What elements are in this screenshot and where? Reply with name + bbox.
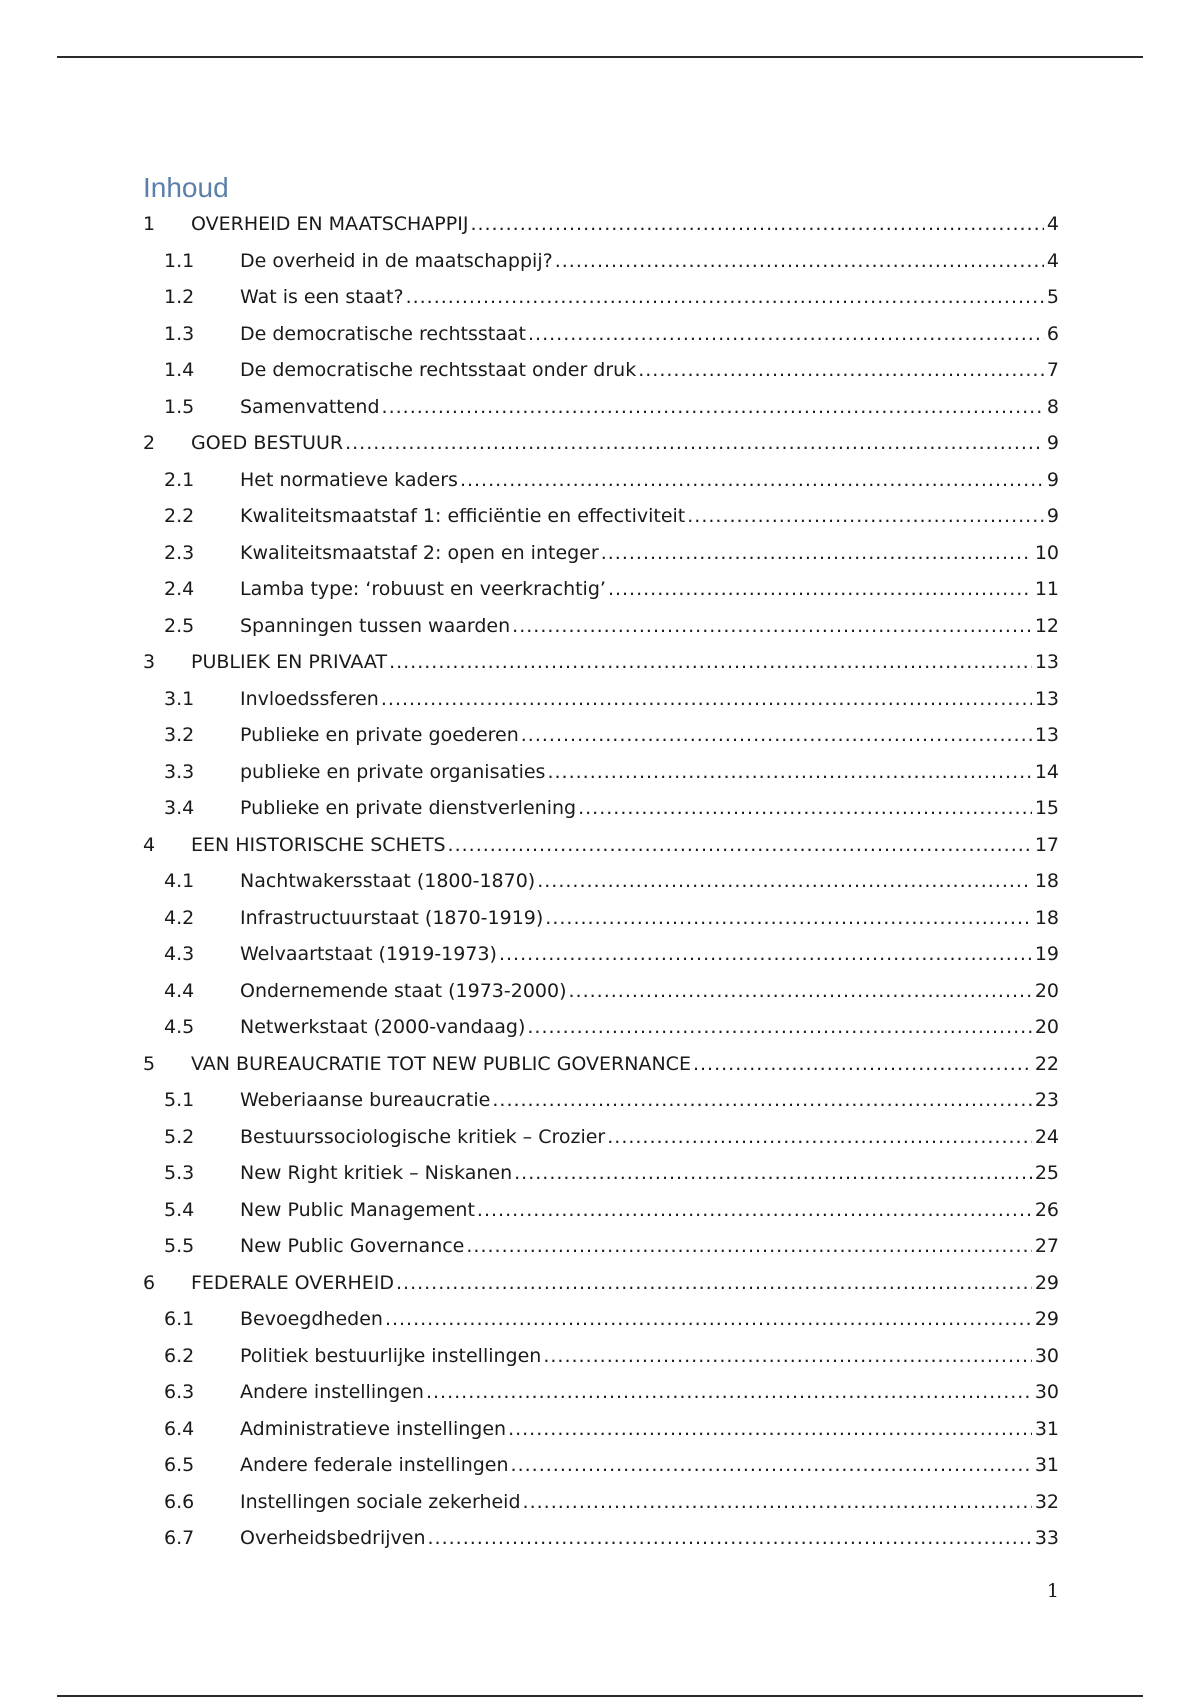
toc-entry-number: 5.4 — [164, 1198, 195, 1221]
toc-entry-number: 2.3 — [164, 541, 195, 564]
toc-section-entry[interactable] — [143, 790, 1059, 827]
toc-title: Inhoud — [143, 172, 229, 203]
toc-chapter-entry[interactable] — [143, 1046, 1059, 1083]
toc-section-entry[interactable] — [143, 1155, 1059, 1192]
toc-entry-page: 31 — [1034, 1454, 1059, 1476]
toc-entry-number: 4.4 — [164, 979, 195, 1002]
toc-chapter-entry[interactable] — [143, 644, 1059, 681]
toc-section-entry[interactable] — [143, 608, 1059, 645]
toc-entry-page: 31 — [1034, 1417, 1059, 1440]
toc-chapter-entry[interactable] — [143, 425, 1059, 462]
toc-entry-label: EEN HISTORISCHE SCHETS — [191, 833, 446, 856]
toc-entry-page: 9 — [1046, 468, 1059, 491]
page-number: 1 — [1046, 1580, 1059, 1602]
toc-entry-number: 2.2 — [164, 505, 195, 527]
toc-section-entry[interactable] — [143, 1520, 1059, 1557]
toc-entry-label: Kwaliteitsmaatstaf 2: open en integer — [240, 541, 599, 564]
toc-entry-page: 20 — [1034, 979, 1059, 1002]
toc-entry-page: 29 — [1034, 1271, 1059, 1294]
toc-entry-label: New Public Governance — [240, 1235, 465, 1257]
toc-entry-number: 3.2 — [164, 724, 195, 746]
toc-section-entry[interactable] — [143, 1192, 1059, 1229]
toc-section-entry[interactable] — [143, 754, 1059, 791]
toc-entry-number: 5.5 — [164, 1235, 195, 1257]
dot-leader — [514, 1155, 1032, 1192]
toc-entry-label: publieke en private organisaties — [240, 760, 546, 783]
dot-leader — [523, 1484, 1032, 1521]
toc-entry-page: 26 — [1034, 1198, 1059, 1221]
toc-entry-page: 18 — [1034, 870, 1059, 892]
toc-section-entry[interactable] — [143, 900, 1059, 937]
toc-entry-label: New Right kritiek – Niskanen — [240, 1162, 513, 1184]
dot-leader — [521, 717, 1032, 754]
dot-leader — [578, 790, 1032, 827]
toc-section-entry[interactable] — [143, 535, 1059, 572]
toc-entry-label: De democratische rechtsstaat — [240, 322, 526, 345]
dot-leader — [426, 1374, 1032, 1411]
toc-section-entry[interactable] — [143, 243, 1059, 280]
toc-section-entry[interactable] — [143, 936, 1059, 973]
toc-entry-label: Netwerkstaat (2000-vandaag) — [240, 1016, 526, 1038]
toc-entry-label: Ondernemende staat (1973-2000) — [240, 979, 567, 1002]
toc-entry-number: 6.7 — [164, 1527, 195, 1549]
toc-entry-page: 23 — [1034, 1089, 1059, 1111]
dot-leader — [345, 425, 1044, 462]
dot-leader — [608, 571, 1032, 608]
toc-entry-number: 4.3 — [164, 943, 195, 965]
toc-entry-label: De democratische rechtsstaat onder druk — [240, 359, 637, 381]
toc-entry-label: FEDERALE OVERHEID — [191, 1271, 394, 1294]
toc-entry-label: Bevoegdheden — [240, 1308, 383, 1330]
toc-section-entry[interactable] — [143, 681, 1059, 718]
dot-leader — [381, 681, 1032, 718]
toc-entry-number: 6 — [143, 1271, 156, 1294]
toc-entry-page: 29 — [1034, 1308, 1059, 1330]
toc-entry-number: 6.5 — [164, 1454, 195, 1476]
dot-leader — [545, 900, 1032, 937]
toc-entry-label: Spanningen tussen waarden — [240, 614, 511, 637]
toc-entry-number: 5.2 — [164, 1125, 195, 1148]
toc-entry-label: Weberiaanse bureaucratie — [240, 1089, 491, 1111]
toc-section-entry[interactable] — [143, 571, 1059, 608]
toc-entry-number: 6.3 — [164, 1381, 195, 1403]
toc-entry-page: 19 — [1034, 943, 1059, 965]
toc-chapter-entry[interactable] — [143, 1265, 1059, 1302]
toc-entry-number: 5.3 — [164, 1162, 195, 1184]
toc-entry-number: 1 — [143, 213, 156, 235]
toc-entry-page: 30 — [1034, 1344, 1059, 1367]
toc-entry-number: 2 — [143, 432, 156, 454]
toc-section-entry[interactable] — [143, 1338, 1059, 1375]
toc-entry-label: Politiek bestuurlijke instellingen — [240, 1344, 542, 1367]
dot-leader — [527, 1009, 1031, 1046]
toc-section-entry[interactable] — [143, 1228, 1059, 1265]
toc-section-entry[interactable] — [143, 1082, 1059, 1119]
toc-entry-label: Andere federale instellingen — [240, 1454, 509, 1476]
toc-section-entry[interactable] — [143, 1301, 1059, 1338]
toc-entry-number: 4.5 — [164, 1016, 195, 1038]
toc-entry-label: Het normatieve kaders — [240, 468, 458, 491]
toc-entry-page: 5 — [1046, 286, 1059, 308]
toc-entry-label: Invloedssferen — [240, 687, 379, 710]
toc-entry-label: Lamba type: ‘robuust en veerkrachtig’ — [240, 578, 606, 600]
toc-section-entry[interactable] — [143, 389, 1059, 426]
toc-entry-label: OVERHEID EN MAATSCHAPPIJ — [191, 213, 469, 235]
toc-entry-page: 4 — [1046, 249, 1059, 272]
toc-section-entry[interactable] — [143, 1484, 1059, 1521]
dot-leader — [385, 1301, 1032, 1338]
toc-entry-number: 4.1 — [164, 870, 195, 892]
dot-leader — [477, 1192, 1032, 1229]
toc-entry-number: 1.2 — [164, 286, 195, 308]
toc-entry-label: New Public Management — [240, 1198, 475, 1221]
toc-entry-page: 7 — [1046, 359, 1059, 381]
toc-entry-page: 17 — [1034, 833, 1059, 856]
toc-entry-number: 5 — [143, 1052, 156, 1075]
dot-leader — [396, 1265, 1032, 1302]
toc-section-entry[interactable] — [143, 352, 1059, 389]
toc-entry-number: 1.5 — [164, 395, 195, 418]
toc-section-entry[interactable] — [143, 1411, 1059, 1448]
dot-leader — [466, 1228, 1031, 1265]
dot-leader — [406, 279, 1044, 316]
dot-leader — [460, 462, 1044, 499]
toc-entry-number: 1.1 — [164, 249, 195, 272]
dot-leader — [492, 1082, 1031, 1119]
toc-entry-page: 25 — [1034, 1162, 1059, 1184]
dot-leader — [512, 608, 1032, 645]
header-rule — [57, 56, 1143, 58]
dot-leader — [638, 352, 1044, 389]
toc-entry-number: 2.1 — [164, 468, 195, 491]
toc-entry-number: 1.4 — [164, 359, 195, 381]
toc-entry-number: 3.4 — [164, 797, 195, 819]
dot-leader — [693, 1046, 1032, 1083]
toc-entry-number: 6.1 — [164, 1308, 195, 1330]
toc-section-entry[interactable] — [143, 863, 1059, 900]
toc-entry-page: 18 — [1034, 906, 1059, 929]
toc-entry-number: 4 — [143, 833, 156, 856]
toc-section-entry[interactable] — [143, 973, 1059, 1010]
table-of-contents — [143, 206, 1059, 1557]
toc-entry-label: Publieke en private goederen — [240, 724, 519, 746]
toc-entry-page: 12 — [1034, 614, 1059, 637]
toc-entry-page: 30 — [1034, 1381, 1059, 1403]
toc-entry-page: 9 — [1046, 432, 1059, 454]
toc-section-entry[interactable] — [143, 498, 1059, 535]
toc-entry-page: 24 — [1034, 1125, 1059, 1148]
dot-leader — [687, 498, 1044, 535]
toc-entry-number: 4.2 — [164, 906, 195, 929]
toc-entry-number: 2.5 — [164, 614, 195, 637]
toc-entry-label: Instellingen sociale zekerheid — [240, 1490, 521, 1513]
dot-leader — [555, 243, 1044, 280]
toc-entry-page: 20 — [1034, 1016, 1059, 1038]
toc-entry-page: 14 — [1034, 760, 1059, 783]
toc-entry-label: De overheid in de maatschappij? — [240, 249, 553, 272]
dot-leader — [428, 1520, 1032, 1557]
toc-entry-page: 33 — [1034, 1527, 1059, 1549]
toc-section-entry[interactable] — [143, 462, 1059, 499]
toc-entry-label: Kwaliteitsmaatstaf 1: efficiëntie en effectiviteit — [240, 505, 686, 527]
dot-leader — [528, 316, 1044, 353]
toc-entry-label: Administratieve instellingen — [240, 1417, 507, 1440]
toc-entry-page: 13 — [1034, 724, 1059, 746]
toc-entry-page: 8 — [1046, 395, 1059, 418]
toc-entry-label: Welvaartstaat (1919-1973) — [240, 943, 497, 965]
footer-rule — [57, 1695, 1143, 1697]
dot-leader — [607, 1119, 1032, 1156]
toc-entry-label: Nachtwakersstaat (1800-1870) — [240, 870, 536, 892]
toc-entry-page: 15 — [1034, 797, 1059, 819]
toc-entry-number: 3 — [143, 651, 156, 673]
toc-section-entry[interactable] — [143, 1447, 1059, 1484]
toc-entry-page: 11 — [1034, 578, 1059, 600]
toc-entry-page: 27 — [1034, 1235, 1059, 1257]
toc-section-entry[interactable] — [143, 1374, 1059, 1411]
toc-entry-label: Bestuurssociologische kritiek – Crozier — [240, 1125, 606, 1148]
toc-entry-label: Infrastructuurstaat (1870-1919) — [240, 906, 544, 929]
toc-entry-page: 4 — [1046, 213, 1059, 235]
toc-entry-label: Overheidsbedrijven — [240, 1527, 426, 1549]
dot-leader — [547, 754, 1031, 791]
dot-leader — [537, 863, 1032, 900]
toc-entry-number: 6.6 — [164, 1490, 195, 1513]
toc-chapter-entry[interactable] — [143, 827, 1059, 864]
dot-leader — [601, 535, 1032, 572]
toc-entry-page: 10 — [1034, 541, 1059, 564]
toc-section-entry[interactable] — [143, 717, 1059, 754]
dot-leader — [499, 936, 1032, 973]
toc-entry-page: 13 — [1034, 687, 1059, 710]
toc-section-entry[interactable] — [143, 316, 1059, 353]
dot-leader — [511, 1447, 1032, 1484]
dot-leader — [389, 644, 1032, 681]
toc-section-entry[interactable] — [143, 279, 1059, 316]
toc-entry-label: Samenvattend — [240, 395, 380, 418]
dot-leader — [508, 1411, 1032, 1448]
toc-entry-label: Andere instellingen — [240, 1381, 424, 1403]
dot-leader — [382, 389, 1044, 426]
toc-entry-label: Wat is een staat? — [240, 286, 404, 308]
toc-entry-number: 3.3 — [164, 760, 195, 783]
toc-entry-label: Publieke en private dienstverlening — [240, 797, 577, 819]
toc-section-entry[interactable] — [143, 1009, 1059, 1046]
toc-entry-label: GOED BESTUUR — [191, 432, 344, 454]
toc-chapter-entry[interactable] — [143, 206, 1059, 243]
toc-entry-label: PUBLIEK EN PRIVAAT — [191, 651, 388, 673]
toc-entry-number: 6.2 — [164, 1344, 195, 1367]
toc-entry-page: 22 — [1034, 1052, 1059, 1075]
toc-entry-label: VAN BUREAUCRATIE TOT NEW PUBLIC GOVERNANCE — [191, 1052, 691, 1075]
dot-leader — [470, 206, 1043, 243]
toc-entry-number: 3.1 — [164, 687, 195, 710]
dot-leader — [543, 1338, 1031, 1375]
toc-section-entry[interactable] — [143, 1119, 1059, 1156]
toc-entry-number: 5.1 — [164, 1089, 195, 1111]
toc-entry-page: 13 — [1034, 651, 1059, 673]
toc-entry-number: 6.4 — [164, 1417, 195, 1440]
toc-entry-page: 6 — [1046, 322, 1059, 345]
dot-leader — [448, 827, 1032, 864]
toc-entry-number: 1.3 — [164, 322, 195, 345]
toc-entry-page: 9 — [1046, 505, 1059, 527]
toc-entry-page: 32 — [1034, 1490, 1059, 1513]
dot-leader — [569, 973, 1032, 1010]
toc-entry-number: 2.4 — [164, 578, 195, 600]
